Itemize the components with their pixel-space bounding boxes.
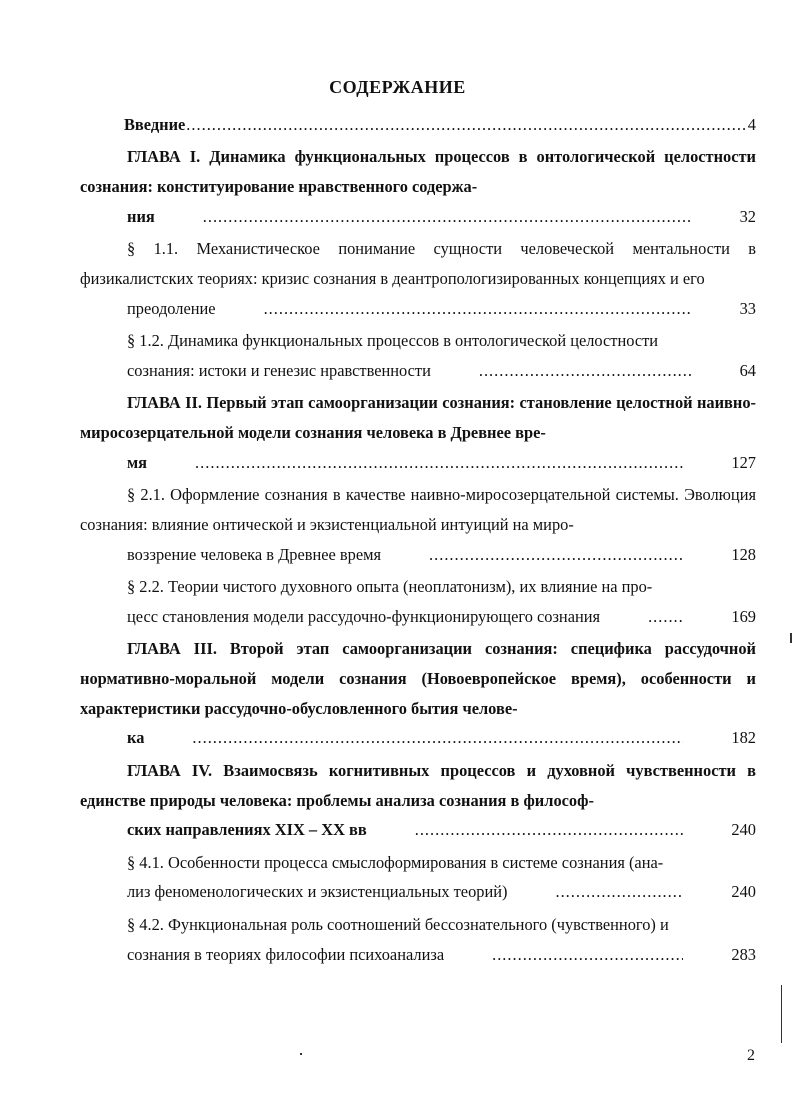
toc-page-number: 127 bbox=[731, 452, 756, 472]
leader-dots bbox=[156, 202, 692, 232]
toc-entry-text-end: воззрение человека в Древнее время bbox=[127, 544, 382, 564]
toc-entry-text: ГЛАВА IV. Взаимосвязь когнитивных процессов и духовной чувственности в единстве природы человека: проблемы анализа сознания в философ- bbox=[80, 760, 756, 810]
toc-page-number: 240 bbox=[731, 820, 756, 840]
leader-dots bbox=[145, 723, 683, 753]
toc-entry-text-end: ния bbox=[127, 206, 155, 226]
scan-artifact-line bbox=[781, 985, 782, 1043]
table-of-contents bbox=[80, 110, 756, 972]
toc-page-number: 169 bbox=[731, 606, 756, 626]
toc-entry-section-4-1[interactable] bbox=[80, 848, 756, 908]
toc-entry-text: § 1.1. Механистическое понимание сущности человеческой ментальности в физикалистских теориях: кризис сознания в деантропологизированных концепциях и его bbox=[80, 239, 756, 288]
leader-dots bbox=[186, 110, 747, 140]
toc-entry-section-4-2[interactable] bbox=[80, 910, 756, 970]
toc-entry-text: § 2.2. Теории чистого духовного опыта (неоплатонизм), их влияние на про- bbox=[127, 576, 653, 596]
leader-dots bbox=[432, 356, 692, 386]
toc-entry-text: § 2.1. Оформление сознания в качестве наивно-миросозерцательной системы. Эволюция сознания: влияние онтической и экзистенциальной интуиций на миро- bbox=[80, 485, 756, 534]
leader-dots bbox=[368, 815, 684, 845]
page-number: 2 bbox=[747, 1047, 755, 1064]
toc-page-number: 32 bbox=[739, 206, 756, 226]
toc-entry-text: § 4.2. Функциональная роль соотношений бессознательного (чувственного) и bbox=[127, 914, 669, 934]
toc-entry-section-2-2[interactable] bbox=[80, 572, 756, 632]
toc-entry-section-2-1[interactable] bbox=[80, 480, 756, 569]
toc-entry-chapter-3[interactable] bbox=[80, 634, 756, 753]
toc-entry-introduction[interactable] bbox=[80, 110, 756, 140]
page-title: СОДЕРЖАНИЕ bbox=[329, 77, 466, 97]
toc-entry-text: ГЛАВА III. Второй этап самоорганизации сознания: специфика рассудочной нормативно-моральной модели сознания (Новоевропейское время), особенности и характеристики рассудочно-обусловленного бытия челове- bbox=[80, 639, 756, 718]
toc-entry-text-end: ских направлениях XIX – XX вв bbox=[127, 820, 367, 840]
leader-dots bbox=[382, 540, 683, 570]
scan-artifact-dot bbox=[300, 1053, 302, 1055]
leader-dots bbox=[148, 448, 683, 478]
leader-dots bbox=[601, 602, 683, 632]
toc-entry-text: ГЛАВА II. Первый этап самоорганизации сознания: становление целостной наивно-миросозерцательной модели сознания человека в Древнее вре- bbox=[80, 393, 756, 442]
toc-page-number: 240 bbox=[731, 882, 756, 902]
toc-entry-section-1-2[interactable] bbox=[80, 326, 756, 386]
toc-page-number: 33 bbox=[739, 298, 756, 318]
toc-entry-text: § 1.2. Динамика функциональных процессов в онтологической целостности bbox=[127, 331, 659, 351]
toc-entry-text: § 4.1. Особенности процесса смыслоформирования в системе сознания (ана- bbox=[127, 852, 664, 872]
toc-entry-text: ГЛАВА I. Динамика функциональных процессов в онтологической целостности сознания: конституирование нравственного содержа- bbox=[80, 147, 756, 197]
toc-entry-text-end: сознания: истоки и генезис нравственности bbox=[127, 360, 431, 380]
toc-entry-text-end: сознания в теориях философии психоанализа bbox=[127, 944, 445, 964]
toc-entry-text: Введние bbox=[124, 115, 186, 134]
toc-entry-text-end: лиз феноменологических и экзистенциальных теорий) bbox=[127, 882, 508, 902]
toc-entry-chapter-2[interactable] bbox=[80, 388, 756, 477]
toc-entry-section-1-1[interactable] bbox=[80, 234, 756, 323]
toc-page-number: 4 bbox=[747, 115, 756, 134]
toc-page-number: 182 bbox=[731, 728, 756, 748]
leader-dots bbox=[445, 940, 683, 970]
toc-entry-chapter-1[interactable] bbox=[80, 142, 756, 231]
toc-page-number: 283 bbox=[731, 944, 756, 964]
toc-entry-text-end: цесс становления модели рассудочно-функционирующего сознания bbox=[127, 606, 601, 626]
scan-artifact-mark bbox=[790, 633, 792, 643]
leader-dots bbox=[217, 294, 692, 324]
leader-dots bbox=[508, 877, 683, 907]
toc-entry-text-end: мя bbox=[127, 452, 148, 472]
toc-entry-text-end: преодоление bbox=[127, 298, 216, 318]
toc-page-number: 128 bbox=[731, 544, 756, 564]
toc-entry-text-end: ка bbox=[127, 728, 145, 748]
toc-entry-chapter-4[interactable] bbox=[80, 756, 756, 845]
toc-page-number: 64 bbox=[739, 360, 756, 380]
